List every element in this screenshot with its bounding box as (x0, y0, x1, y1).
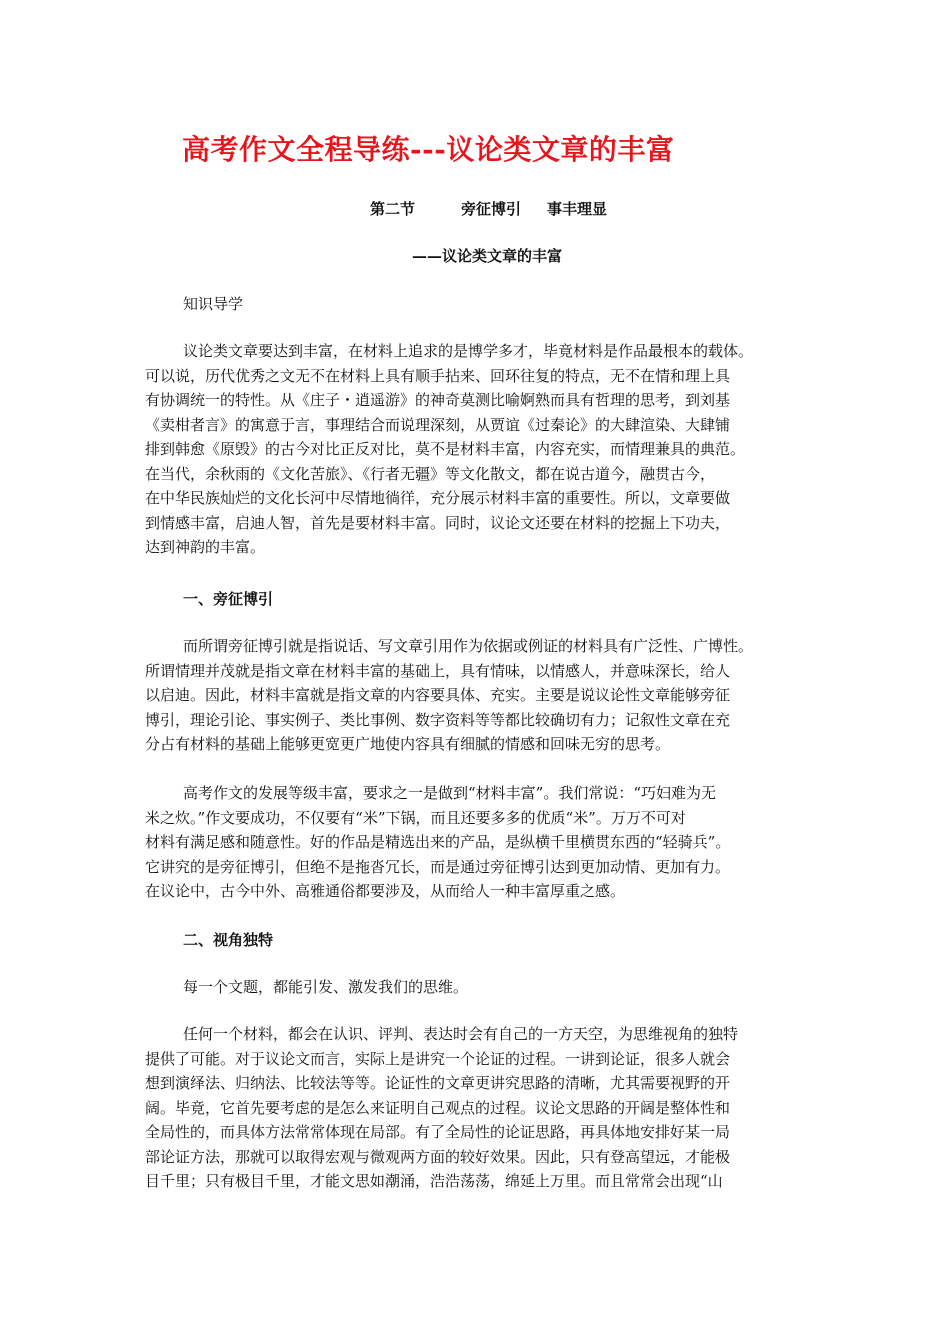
paragraph-line: 全局性的，而具体方法常常体现在局部。有了全局性的论证思路，再具体地安排好某一局 (145, 1123, 731, 1141)
paragraph-line: 任何一个材料，都会在认识、评判、表达时会有自己的一方天空，为思维视角的独特 (183, 1025, 739, 1043)
section-subtitle: ——议论类文章的丰富 (412, 247, 563, 265)
paragraph-4 (145, 1022, 825, 1194)
paragraph-1 (145, 634, 825, 757)
intro-paragraph (145, 339, 825, 560)
paragraph-line: 可以说，历代优秀之文无不在材料上具有顺手拈来、回环往复的特点，无不在情和理上具 (145, 366, 731, 385)
paragraph-line: 而所谓旁征博引就是指说话、写文章引用作为依据或例证的材料具有广泛性、广博性。 (183, 637, 754, 655)
section-theme-2: 事丰理显 (547, 200, 608, 218)
paragraph-line: 材料有满足感和随意性。好的作品是精选出来的产品，是纵横千里横贯东西的“轻骑兵”。 (145, 833, 731, 851)
intro-label: 知识导学 (183, 295, 244, 313)
paragraph-line: 所谓情理并茂就是指文章在材料丰富的基础上，具有情味，以情感人，并意味深长，给人 (145, 661, 731, 680)
paragraph-line: 在当代，余秋雨的《文化苦旅》、《行者无疆》等文化散文，都在说古道今，融贯古今， (145, 464, 716, 483)
paragraph-line: 目千里；只有极目千里，才能文思如潮涌，浩浩荡荡，绵延上万里。而且常常会出现“山 (145, 1172, 723, 1190)
page-title: 高考作文全程导练---议论类文章的丰富 (182, 133, 675, 166)
paragraph-2 (145, 781, 825, 904)
section-number: 第二节 (370, 200, 416, 218)
paragraph-line: 分占有材料的基础上能够更宽更广地使内容具有细腻的情感和回味无穷的思考。 (145, 735, 671, 753)
paragraph-line: 它讲究的是旁征博引，但绝不是拖沓冗长，而是通过旁征博引达到更加动情、更加有力。 (145, 857, 731, 876)
section-heading-1: 一、旁征博引 (183, 590, 274, 608)
paragraph-3 (145, 975, 825, 1000)
paragraph-line: 在中华民族灿烂的文化长河中尽情地徜徉，充分展示材料丰富的重要性。所以，文章要做 (145, 489, 731, 507)
paragraph-line: 排到韩愈《原毁》的古今对比正反对比，莫不是材料丰富，内容充实，而情理兼具的典范。 (145, 440, 746, 458)
section-heading (370, 198, 607, 220)
paragraph-line: 想到演绎法、归纳法、比较法等等。论证性的文章更讲究思路的清晰，尤其需要视野的开 (145, 1074, 731, 1092)
section-theme-1: 旁征博引 (461, 200, 522, 218)
paragraph-line: 博引，理论引论、事实例子、类比事例、数字资料等等都比较确切有力；记叙性文章在充 (145, 710, 731, 729)
paragraph-line: 议论类文章要达到丰富，在材料上追求的是博学多才，毕竟材料是作品最根本的载体。 (183, 342, 754, 360)
paragraph-line: 高考作文的发展等级丰富，要求之一是做到“材料丰富”。我们常说：“巧妇难为无 (183, 784, 717, 802)
paragraph-line: 在议论中，古今中外、高雅通俗都要涉及，从而给人一种丰富厚重之感。 (145, 882, 626, 900)
paragraph-line: 有协调统一的特性。从《庄子・逍遥游》的神奇莫测比喻婀熟而具有哲理的思考，到刘基 (145, 391, 731, 409)
paragraph-line: 以启迪。因此，材料丰富就是指文章的内容要具体、充实。主要是说议论性文章能够旁征 (145, 686, 731, 704)
paragraph-line: 提供了可能。对于议论文而言，实际上是讲究一个论证的过程。一讲到论证，很多人就会 (145, 1049, 731, 1068)
paragraph-line: 米之炊。”作文要成功，不仅要有“米”下锅，而且还要多多的优质“米”。万万不可对 (145, 808, 686, 827)
section-heading-2: 二、视角独特 (183, 931, 274, 949)
paragraph-line: 阔。毕竟，它首先要考虑的是怎么来证明自己观点的过程。议论文思路的开阔是整体性和 (145, 1098, 731, 1117)
paragraph-line: 部论证方法，那就可以取得宏观与微观两方面的较好效果。因此，只有登高望远，才能极 (145, 1147, 731, 1166)
paragraph-line: 达到神韵的丰富。 (145, 538, 266, 556)
paragraph-line: 每一个文题，都能引发、激发我们的思维。 (183, 978, 469, 996)
paragraph-line: 《卖柑者言》的寓意于言，事理结合而说理深刻，从贾谊《过秦论》的大肆渲染、大肆铺 (145, 415, 731, 434)
paragraph-line: 到情感丰富，启迪人智，首先是要材料丰富。同时，议论文还要在材料的挖掘上下功夫， (145, 513, 731, 532)
